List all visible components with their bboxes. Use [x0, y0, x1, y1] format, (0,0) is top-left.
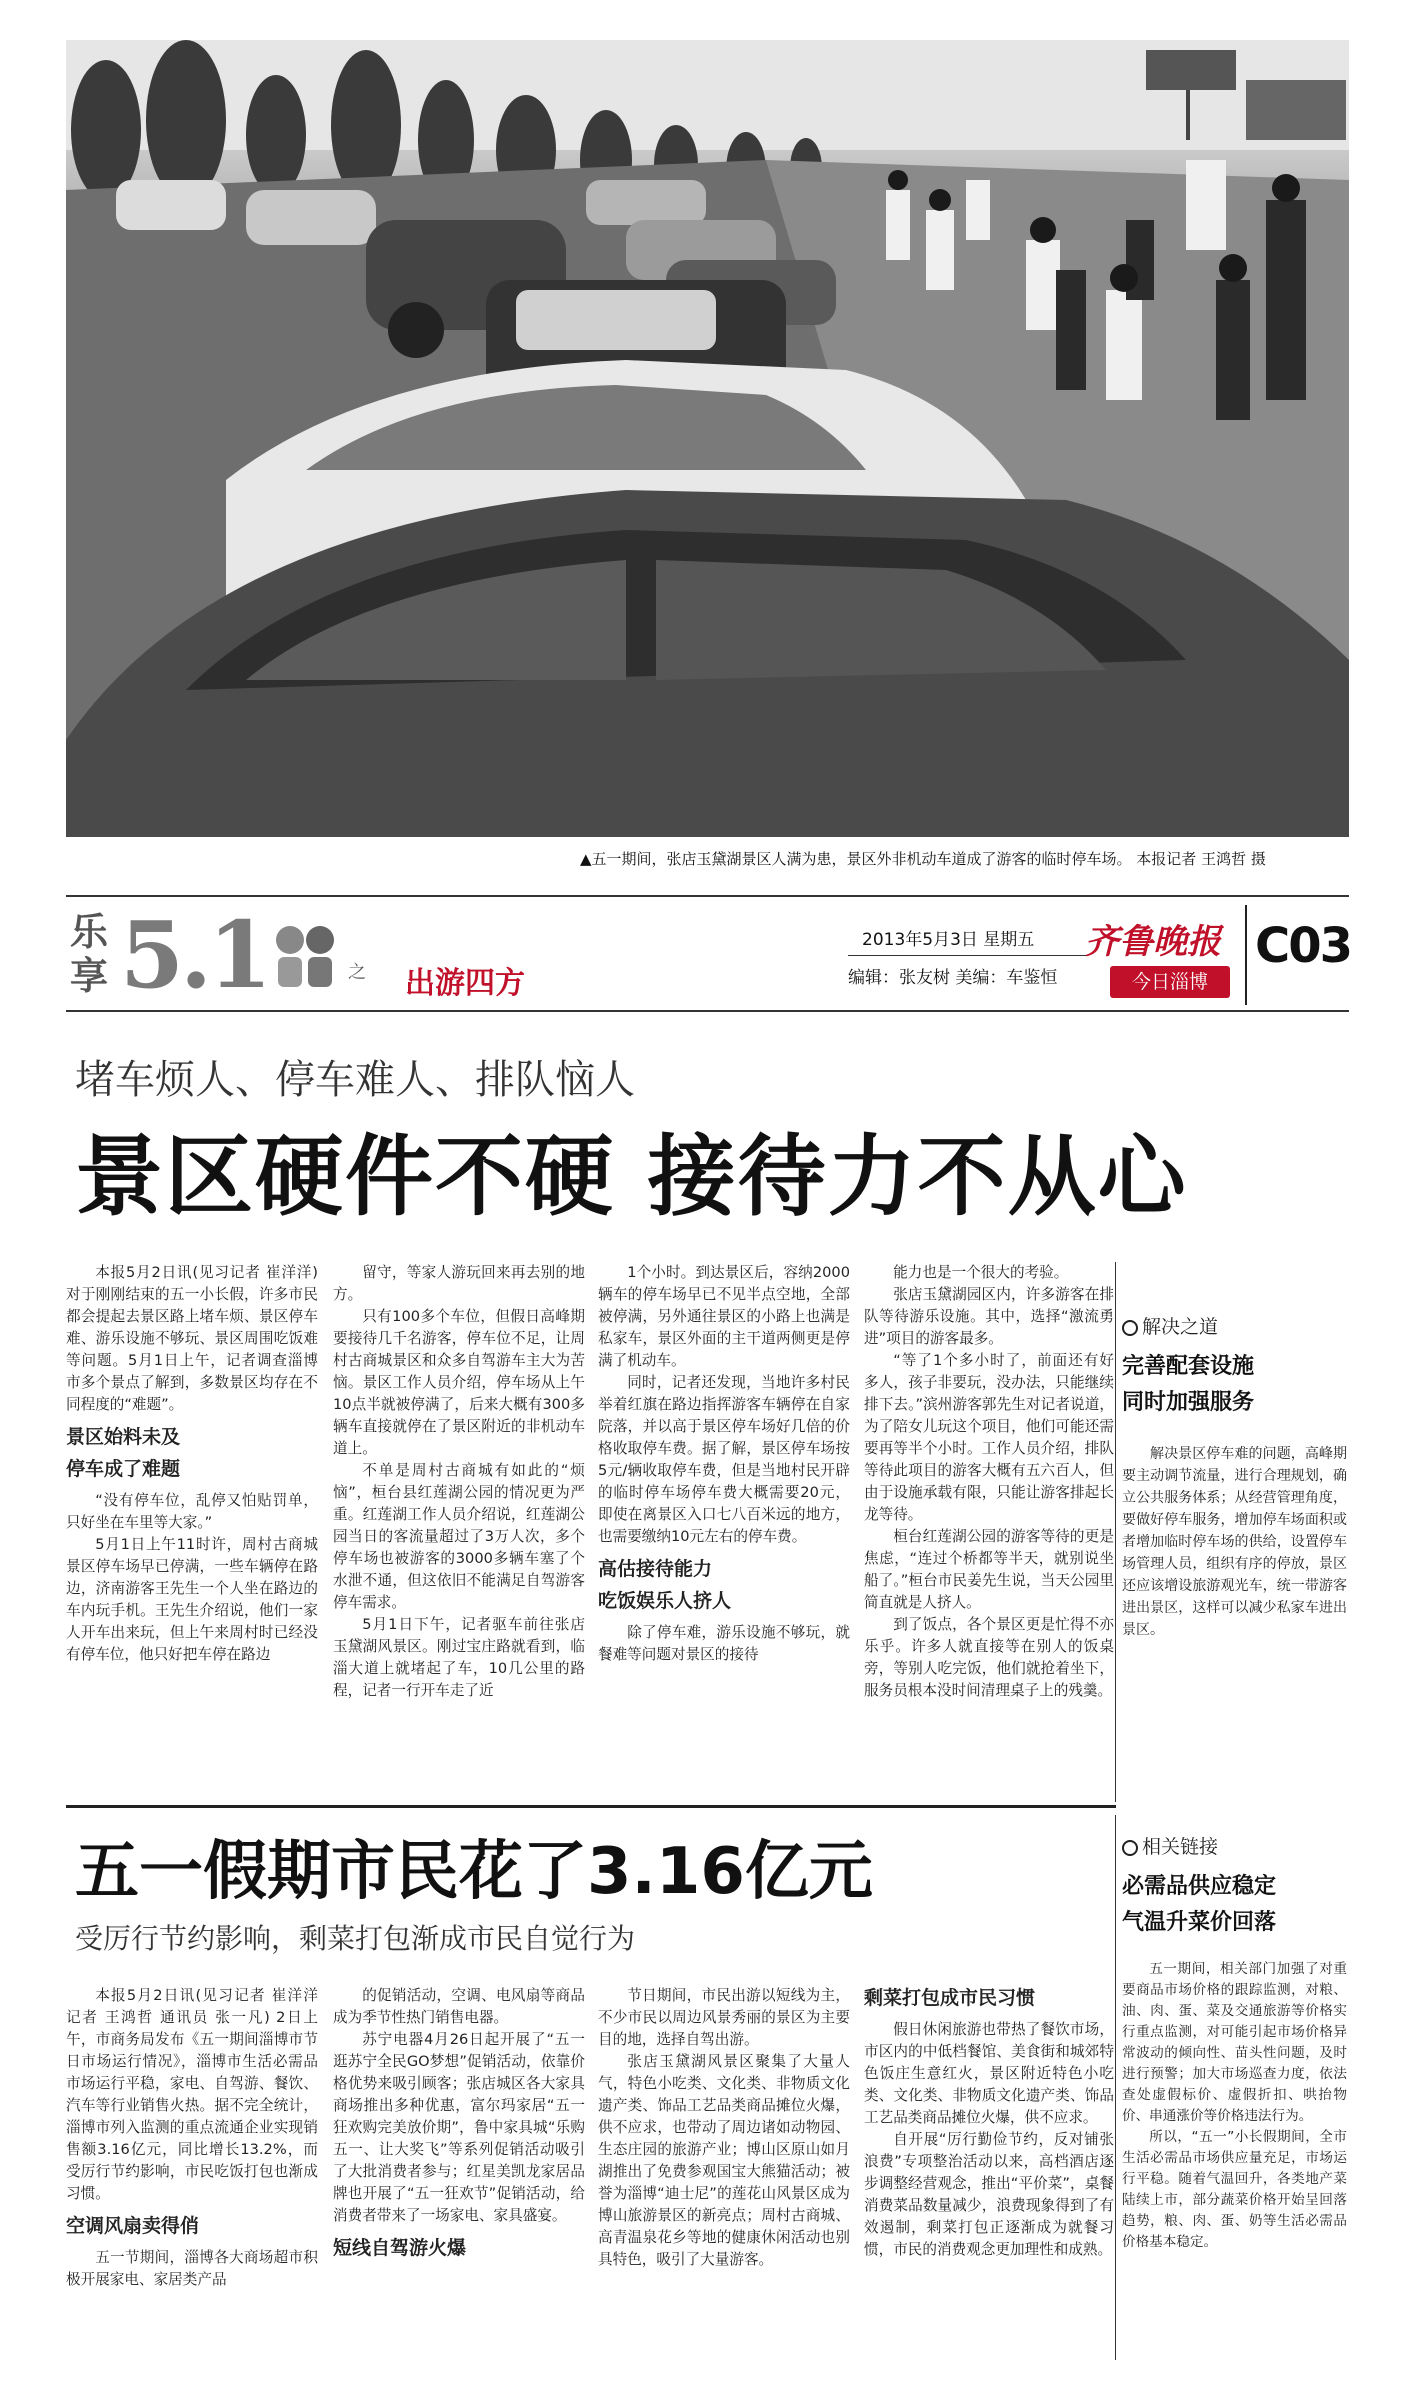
paragraph: “等了1个多小时了，前面还有好多人，孩子非要玩，没办法，只能继续排下去。”滨州游客郭先生对记者说道，为了陪女儿玩这个项目，他们可能还需要再等半个小时。工作人员介绍，排队等待此项目的游客大概有五六百人，但由于设施承载有限，只能让游客排起长龙等待。 — [864, 1352, 1114, 1523]
paragraph: 五一期间，相关部门加强了对重要商品市场价格的跟踪监测，对粮、油、肉、蛋、菜及交通旅游等价格实行重点监测，对可能引起市场价格异常波动的倾向性、苗头性问题，及时进行预警；加大市场巡查力度，依法查处虚假标价、虚假折扣、哄抬物价、串通涨价等价格违法行为。 — [1122, 1961, 1347, 2124]
sidebar-body — [1122, 1959, 1347, 2253]
sidebar-tag: 相关链接 — [1122, 1832, 1347, 1859]
sidebar-related — [1122, 1832, 1347, 2253]
cartoon-figures-icon — [270, 915, 340, 995]
paragraph: 节日期间，市民出游以短线为主，不少市民以周边风景秀丽的景区为主要目的地，选择自驾出游。 — [598, 1987, 850, 2048]
page-number: C03 — [1255, 918, 1352, 974]
article1-subtitle: 堵车烦人、停车难人、排队恼人 — [75, 1057, 635, 1103]
article2-column-3 — [598, 1985, 850, 2271]
bullet-circle-icon — [1122, 1840, 1138, 1856]
article2-column-2 — [333, 1985, 585, 2269]
bullet-circle-icon — [1122, 1320, 1138, 1336]
paragraph: 桓台红莲湖公园的游客等待的更是焦虑，“连过个桥都等半天，就别说坐船了。”桓台市民姜先生说，当天公园里简直就是人挤人。 — [864, 1528, 1114, 1611]
paragraph: 本报5月2日讯(见习记者 崔洋洋) 对于刚刚结束的五一小长假，许多市民都会提起去景区路上堵车烦、景区停车难、游乐设施不够玩、景区周围吃饭难等问题。5月1日上午，记者调查淄博市多个景点了解到，多数景区均存在不同程度的“难题”。 — [66, 1264, 318, 1413]
paragraph: 能力也是一个很大的考验。 — [893, 1264, 1069, 1281]
sidebar-title-line1: 必需品供应稳定 — [1122, 1874, 1277, 1899]
masthead-bottom-rule — [66, 1010, 1349, 1012]
paragraph: 苏宁电器4月26日起开展了“五一逛苏宁全民GO梦想”促销活动，依靠价格优势来吸引顾客；张店城区各大家具商场推出多种优惠，富尔玛家居“五一狂欢购完美放价期”，鲁中家具城“乐购五一、让大奖飞”等系列促销活动吸引了大批消费者参与；红星美凯龙家居品牌也开展了“五一狂欢节”促销活动，给消费者带来了一场家电、家具盛宴。 — [333, 2031, 585, 2224]
sidebar-title-line2: 同时加强服务 — [1122, 1390, 1255, 1415]
paragraph: 张店玉黛湖园区内，许多游客在排队等待游乐设施。其中，选择“激流勇进”项目的游客最多。 — [864, 1286, 1114, 1347]
subheading: 空调风扇卖得俏 — [66, 2215, 200, 2237]
newspaper-brand: 齐鲁晚报 — [1085, 922, 1221, 962]
paragraph: 五一节期间，淄博各大商场超市积极开展家电、家居类产品 — [66, 2249, 318, 2288]
sidebar-title-line1: 完善配套设施 — [1122, 1354, 1255, 1379]
sidebar-tag: 解决之道 — [1122, 1312, 1347, 1339]
sidebar-title-line2: 气温升菜价回落 — [1122, 1910, 1277, 1935]
paragraph: “没有停车位，乱停又怕贴罚单，只好坐在车里等大家。” — [66, 1492, 318, 1531]
article1-column-3 — [598, 1262, 850, 1666]
article2-column-1 — [66, 1985, 318, 2291]
subheading: 短线自驾游火爆 — [333, 2237, 467, 2259]
subheading: 高估接待能力 — [598, 1558, 713, 1580]
article1-headline: 景区硬件不硬 接待力不从心 — [75, 1125, 1188, 1228]
paragraph: 自开展“厉行勤俭节约，反对铺张浪费”专项整治活动以来，高档酒店逐步调整经营观念，推出“平价菜”，桌餐消费菜品数量减少，浪费现象得到了有效遏制，剩菜打包正逐渐成为就餐习惯，市民的消费观念更加理性和成熟。 — [864, 2131, 1114, 2258]
sidebar-solution — [1122, 1312, 1347, 1641]
article1-column-1 — [66, 1262, 318, 1666]
paragraph: 的促销活动，空调、电风扇等商品成为季节性热门销售电器。 — [333, 1987, 585, 2026]
paragraph: 5月1日上午11时许，周村古商城景区停车场早已停满，一些车辆停在路边，济南游客王先生一个人坐在路边的车内玩手机。王先生介绍说，他们一家人开车出来玩，但上午来周村时已经没有停车位，他只好把车停在路边 — [66, 1536, 318, 1663]
news-photo — [66, 40, 1349, 837]
zhi-char: 之 — [348, 962, 366, 983]
dateline: 2013年5月3日 星期五 — [862, 930, 1035, 950]
paragraph: 5月1日下午，记者驱车前往张店玉黛湖风景区。刚过宝庄路就看到，临淄大道上就堵起了车，10几公里的路程，记者一行开车走了近 — [333, 1616, 585, 1699]
article-divider — [66, 1805, 1116, 1808]
paragraph: 1个小时。到达景区后，容纳2000辆车的停车场早已不见半点空地，全部被停满，另外通往景区的小路上也满是私家车，景区外面的主干道两侧更是停满了机动车。 — [598, 1264, 850, 1369]
masthead-top-rule — [66, 895, 1349, 897]
paragraph: 同时，记者还发现，当地许多村民举着红旗在路边指挥游客车辆停在自家院落，并以高于景区停车场好几倍的价格收取停车费。据了解，景区停车场按5元/辆收取停车费，但是当地村民开辟的临时停车场停车费大概需要20元，即使在离景区入口七八百米远的地方，也需要缴纳10元左右的停车费。 — [598, 1374, 850, 1545]
photo-caption: ▲五一期间，张店玉黛湖景区人满为患，景区外非机动车道成了游客的临时停车场。 本报记者 王鸿哲 摄 — [580, 850, 1266, 868]
sidebar2-divider — [1115, 1815, 1116, 2360]
paragraph: 假日休闲旅游也带热了餐饮市场，市区内的中低档餐馆、美食街和城郊特色饭庄生意红火，景区附近特色小吃类、文化类、非物质文化遗产类、饰品工艺品类商品摊位火爆，供不应求。 — [864, 2021, 1114, 2126]
article1-column-4 — [864, 1262, 1114, 1702]
paragraph: 留守，等家人游玩回来再去别的地方。 — [333, 1264, 585, 1303]
subheading: 停车成了难题 — [66, 1458, 181, 1480]
article2-column-4 — [864, 1985, 1114, 2261]
paragraph: 只有100多个车位，但假日高峰期要接待几千名游客，停车位不足，让周村古商城景区和众多自驾游车主大为苦恼。景区工作人员介绍，停车场从上午10点半就被停满了，后来大概有300多辆车直接就停在了景区附近的非机动车道上。 — [333, 1308, 585, 1457]
paragraph: 本报5月2日讯(见习记者 崔洋洋 记者 王鸿哲 通讯员 张一凡) 2日上午，市商务局发布《五一期间淄博市节日市场运行情况》，淄博市生活必需品市场运行平稳，家电、自驾游、餐饮、汽车等行业销售火热。据不完全统计，淄博市列入监测的重点流通企业实现销售额3.16亿元，同比增长13.2%，而受厉行节约影响，市民吃饭打包也渐成习惯。 — [66, 1987, 318, 2202]
subheading: 景区始料未及 — [66, 1426, 181, 1448]
editor-line: 编辑：张友树 美编：车鉴恒 — [848, 968, 1058, 988]
page-number-rule — [1245, 905, 1247, 1005]
date-rule — [848, 955, 1088, 956]
city-edition-tag: 今日淄博 — [1110, 966, 1230, 998]
article2-headline: 五一假期市民花了3.16亿元 — [75, 1835, 873, 1909]
section-title: 出游四方 — [405, 966, 525, 1001]
paragraph: 张店玉黛湖风景区聚集了大量人气，特色小吃类、文化类、非物质文化遗产类、饰品工艺品类商品摊位火爆，供不应求，也带动了周边诸如动物园、生态庄园的旅游产业；博山区原山如月湖推出了免费参观国宝大熊猫活动；被誉为淄博“迪士尼”的莲花山风景区成为博山旅游景区的新亮点；周村古商城、高青温泉花乡等地的健康休闲活动也别具特色，吸引了大量游客。 — [598, 2053, 850, 2268]
paragraph: 所以，“五一”小长假期间，全市生活必需品市场供应量充足，市场运行平稳。随着气温回升，各类地产菜陆续上市，部分蔬菜价格开始呈回落趋势，粮、肉、蛋、奶等生活必需品价格基本稳定。 — [1122, 2129, 1347, 2250]
parked-cars-illustration — [66, 40, 1349, 837]
article2-subtitle: 受厉行节约影响，剩菜打包渐成市民自觉行为 — [75, 1922, 636, 1955]
paragraph: 解决景区停车难的问题，高峰期要主动调节流量，进行合理规划，确立公共服务体系；从经营管理角度，要做好停车服务，增加停车场面积或者增加临时停车场的供给，设置停车场管理人员，组织有序的停放，景区还应该增设旅游观光车，统一带游客进出景区，这样可以减少私家车进出景区。 — [1122, 1446, 1347, 1638]
subheading: 吃饭娱乐人挤人 — [598, 1590, 732, 1612]
subheading: 剩菜打包成市民习惯 — [864, 1987, 1036, 2009]
paragraph: 除了停车难，游乐设施不够玩，就餐难等问题对景区的接待 — [598, 1624, 850, 1663]
article1-column-2 — [333, 1262, 585, 1702]
sidebar-divider — [1115, 1262, 1116, 1802]
paragraph: 到了饭点，各个景区更是忙得不亦乐乎。许多人就直接等在别人的饭桌旁，等别人吃完饭，他们就抢着坐下，服务员根本没时间清理桌子上的残羹。 — [864, 1616, 1114, 1699]
five-one-logo: 5.1 — [120, 901, 269, 1009]
paragraph: 不单是周村古商城有如此的“烦恼”，桓台县红莲湖公园的情况更为严重。红莲湖工作人员介绍说，红莲湖公园当日的客流量超过了3万人次，多个停车场也被游客的3000多辆车塞了个水泄不通，但这依旧不能满足自驾游客停车需求。 — [333, 1462, 585, 1611]
le-xiang-logo: 乐享 — [70, 909, 109, 998]
sidebar-body — [1122, 1443, 1347, 1641]
